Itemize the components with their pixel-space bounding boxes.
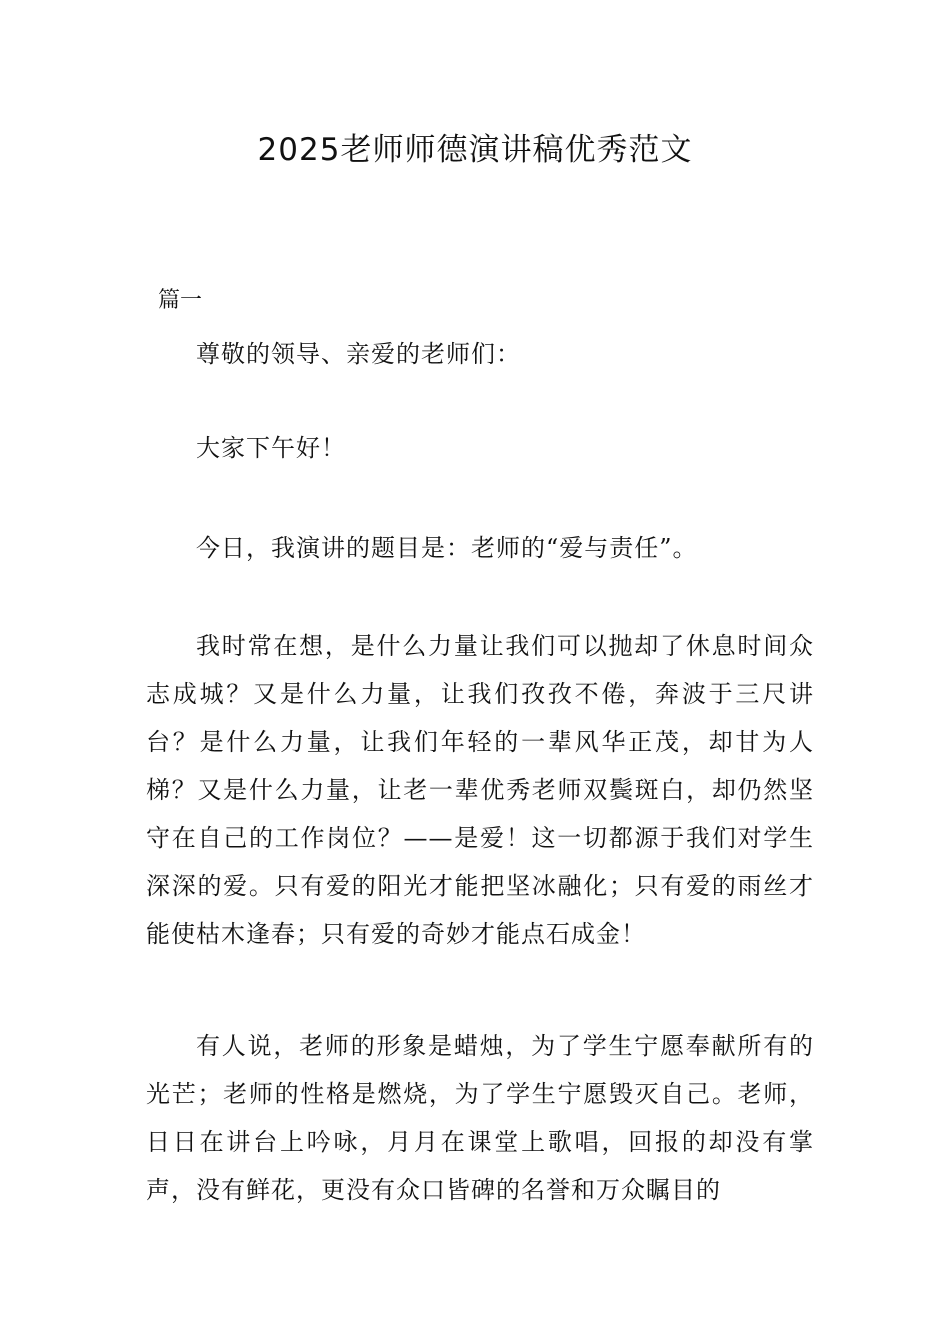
paragraph-hello: 大家下午好！ [196, 434, 346, 462]
paragraph-topic: 今日，我演讲的题目是：老师的“爱与责任”。 [196, 534, 698, 562]
paragraph-greeting: 尊敬的领导、亲爱的老师们： [196, 340, 521, 368]
paragraph-love-power: 我时常在想，是什么力量让我们可以抛却了休息时间众志成城？又是什么力量，让我们孜孜不倦，奔波于三尺讲台？是什么力量，让我们年轻的一辈风华正茂，却甘为人梯？又是什么力量，让老一辈优秀老师双鬓斑白，却仍然坚守在自己的工作岗位？——是爱！这一切都源于我们对学生深深的爱。只有爱的阳光才能把坚冰融化；只有爱的雨丝才能使枯木逢春；只有爱的奇妙才能点石成金！ [146, 632, 814, 948]
document-title: 2025老师师德演讲稿优秀范文 [257, 132, 693, 168]
paragraph-candle: 有人说，老师的形象是蜡烛，为了学生宁愿奉献所有的光芒；老师的性格是燃烧，为了学生宁愿毁灭自己。老师，日日在讲台上吟咏，月月在课堂上歌唱，回报的却没有掌声，没有鲜花，更没有众口皆碑的名誉和万众瞩目的 [146, 1032, 814, 1204]
section-label: 篇一 [158, 288, 203, 313]
